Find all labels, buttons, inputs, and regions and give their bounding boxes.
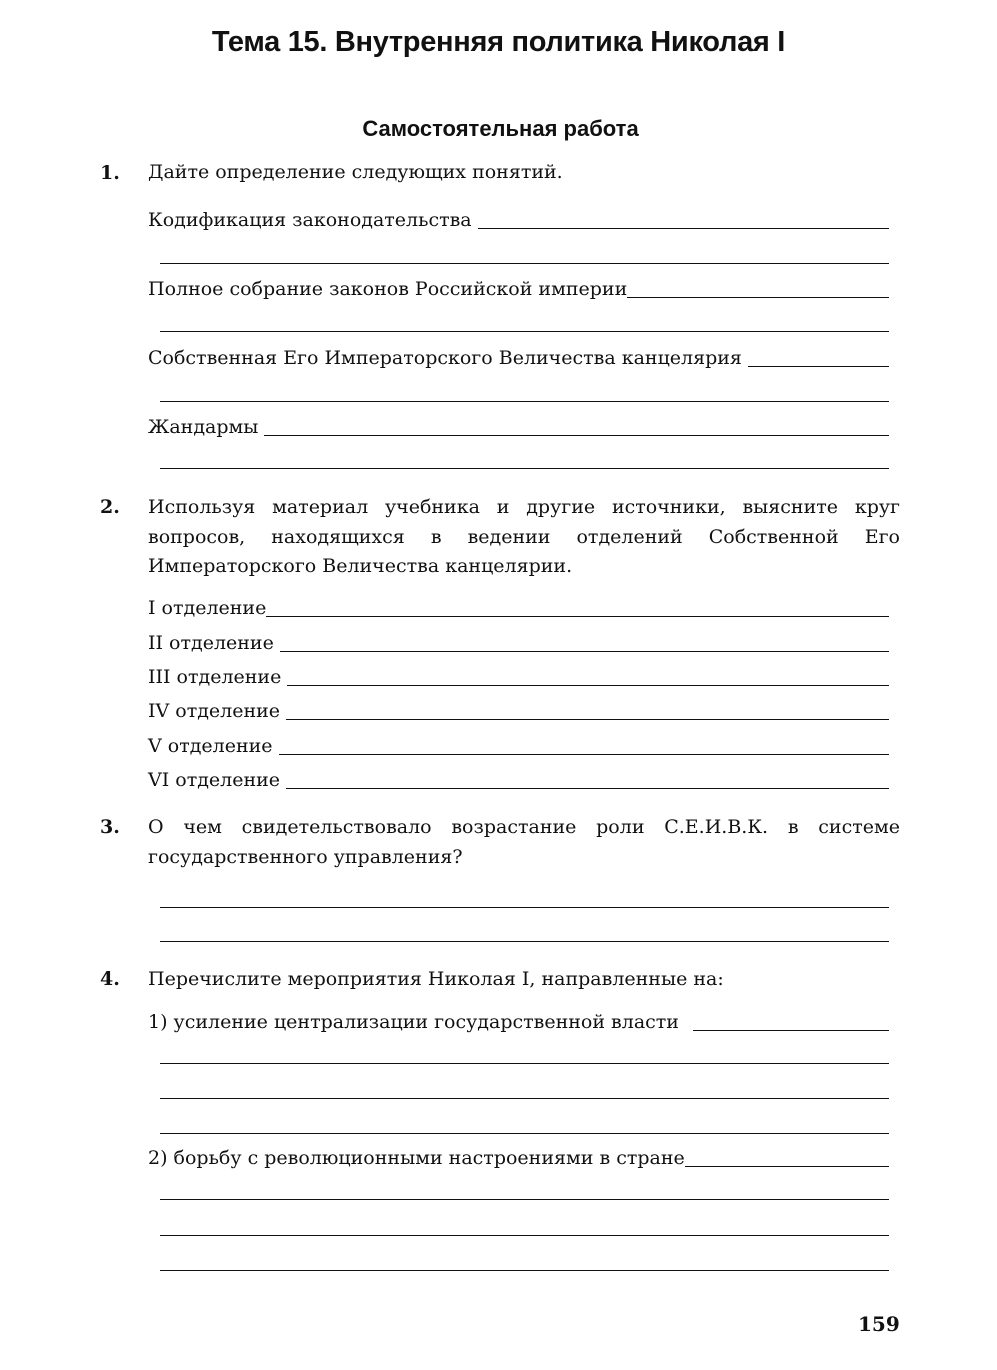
answer-line[interactable] (160, 263, 889, 264)
task-3-text: О чем свидетельствовало возрастание роли С.Е.И.В.К. в системе государственного управления? (148, 816, 900, 868)
answer-row[interactable] (148, 344, 889, 370)
answer-line[interactable] (693, 1030, 889, 1031)
page-number: 159 (858, 1312, 900, 1336)
department-label: III отделение (148, 666, 282, 688)
task-2-number: 2. (100, 496, 120, 518)
measure-label: 2) борьбу с революционными настроениями в стране (148, 1147, 685, 1169)
answer-line[interactable] (160, 1063, 889, 1064)
answer-line[interactable] (160, 1199, 889, 1200)
answer-row[interactable] (148, 275, 889, 301)
department-label: V отделение (148, 735, 273, 757)
term-label: Жандармы (148, 416, 259, 438)
answer-row[interactable] (148, 206, 889, 232)
answer-line[interactable] (286, 788, 889, 789)
answer-line[interactable] (286, 719, 889, 720)
department-label: II отделение (148, 632, 274, 654)
answer-row[interactable] (148, 1144, 889, 1170)
answer-row[interactable] (148, 663, 889, 689)
answer-row[interactable] (148, 697, 889, 723)
task-3-number: 3. (100, 816, 120, 838)
answer-row[interactable] (148, 594, 889, 620)
answer-line[interactable] (160, 468, 889, 469)
answer-row[interactable] (148, 766, 889, 792)
page-title: Тема 15. Внутренняя политика Николая I (211, 26, 786, 58)
answer-line[interactable] (264, 435, 889, 436)
term-label: Кодификация законодательства (148, 209, 472, 231)
answer-line[interactable] (748, 366, 889, 367)
task-4-text: Перечислите мероприятия Николая I, направленные на: (148, 968, 724, 990)
task-4-number: 4. (100, 968, 120, 990)
answer-row[interactable] (148, 1008, 889, 1034)
answer-row[interactable] (148, 732, 889, 758)
answer-line[interactable] (160, 401, 889, 402)
term-label: Полное собрание законов Российской империи (148, 278, 628, 300)
answer-line[interactable] (627, 297, 889, 298)
answer-line[interactable] (160, 1098, 889, 1099)
task-1-number: 1. (100, 162, 120, 184)
answer-line[interactable] (160, 907, 889, 908)
answer-line[interactable] (266, 616, 889, 617)
answer-line[interactable] (160, 1235, 889, 1236)
department-label: I отделение (148, 597, 267, 619)
section-subtitle: Самостоятельная работа (362, 116, 639, 141)
task-1-text: Дайте определение следующих понятий. (148, 161, 563, 183)
answer-line[interactable] (160, 1133, 889, 1134)
answer-line[interactable] (685, 1166, 889, 1167)
answer-line[interactable] (160, 331, 889, 332)
answer-row[interactable] (148, 629, 889, 655)
answer-line[interactable] (287, 685, 889, 686)
term-label: Собственная Его Императорского Величества канцелярия (148, 347, 742, 369)
department-label: VI отделение (148, 769, 281, 791)
task-2-text: Используя материал учебника и другие источники, выясните круг вопросов, находящихся в ведении отделений Собственной Его Императорского Величества канцелярии. (148, 496, 900, 577)
measure-label: 1) усиление централизации государственной власти (148, 1011, 679, 1033)
answer-line[interactable] (279, 754, 889, 755)
department-label: IV отделение (148, 700, 281, 722)
answer-line[interactable] (280, 651, 889, 652)
answer-line[interactable] (160, 1270, 889, 1271)
answer-row[interactable] (148, 413, 889, 439)
answer-line[interactable] (478, 228, 889, 229)
answer-line[interactable] (160, 941, 889, 942)
